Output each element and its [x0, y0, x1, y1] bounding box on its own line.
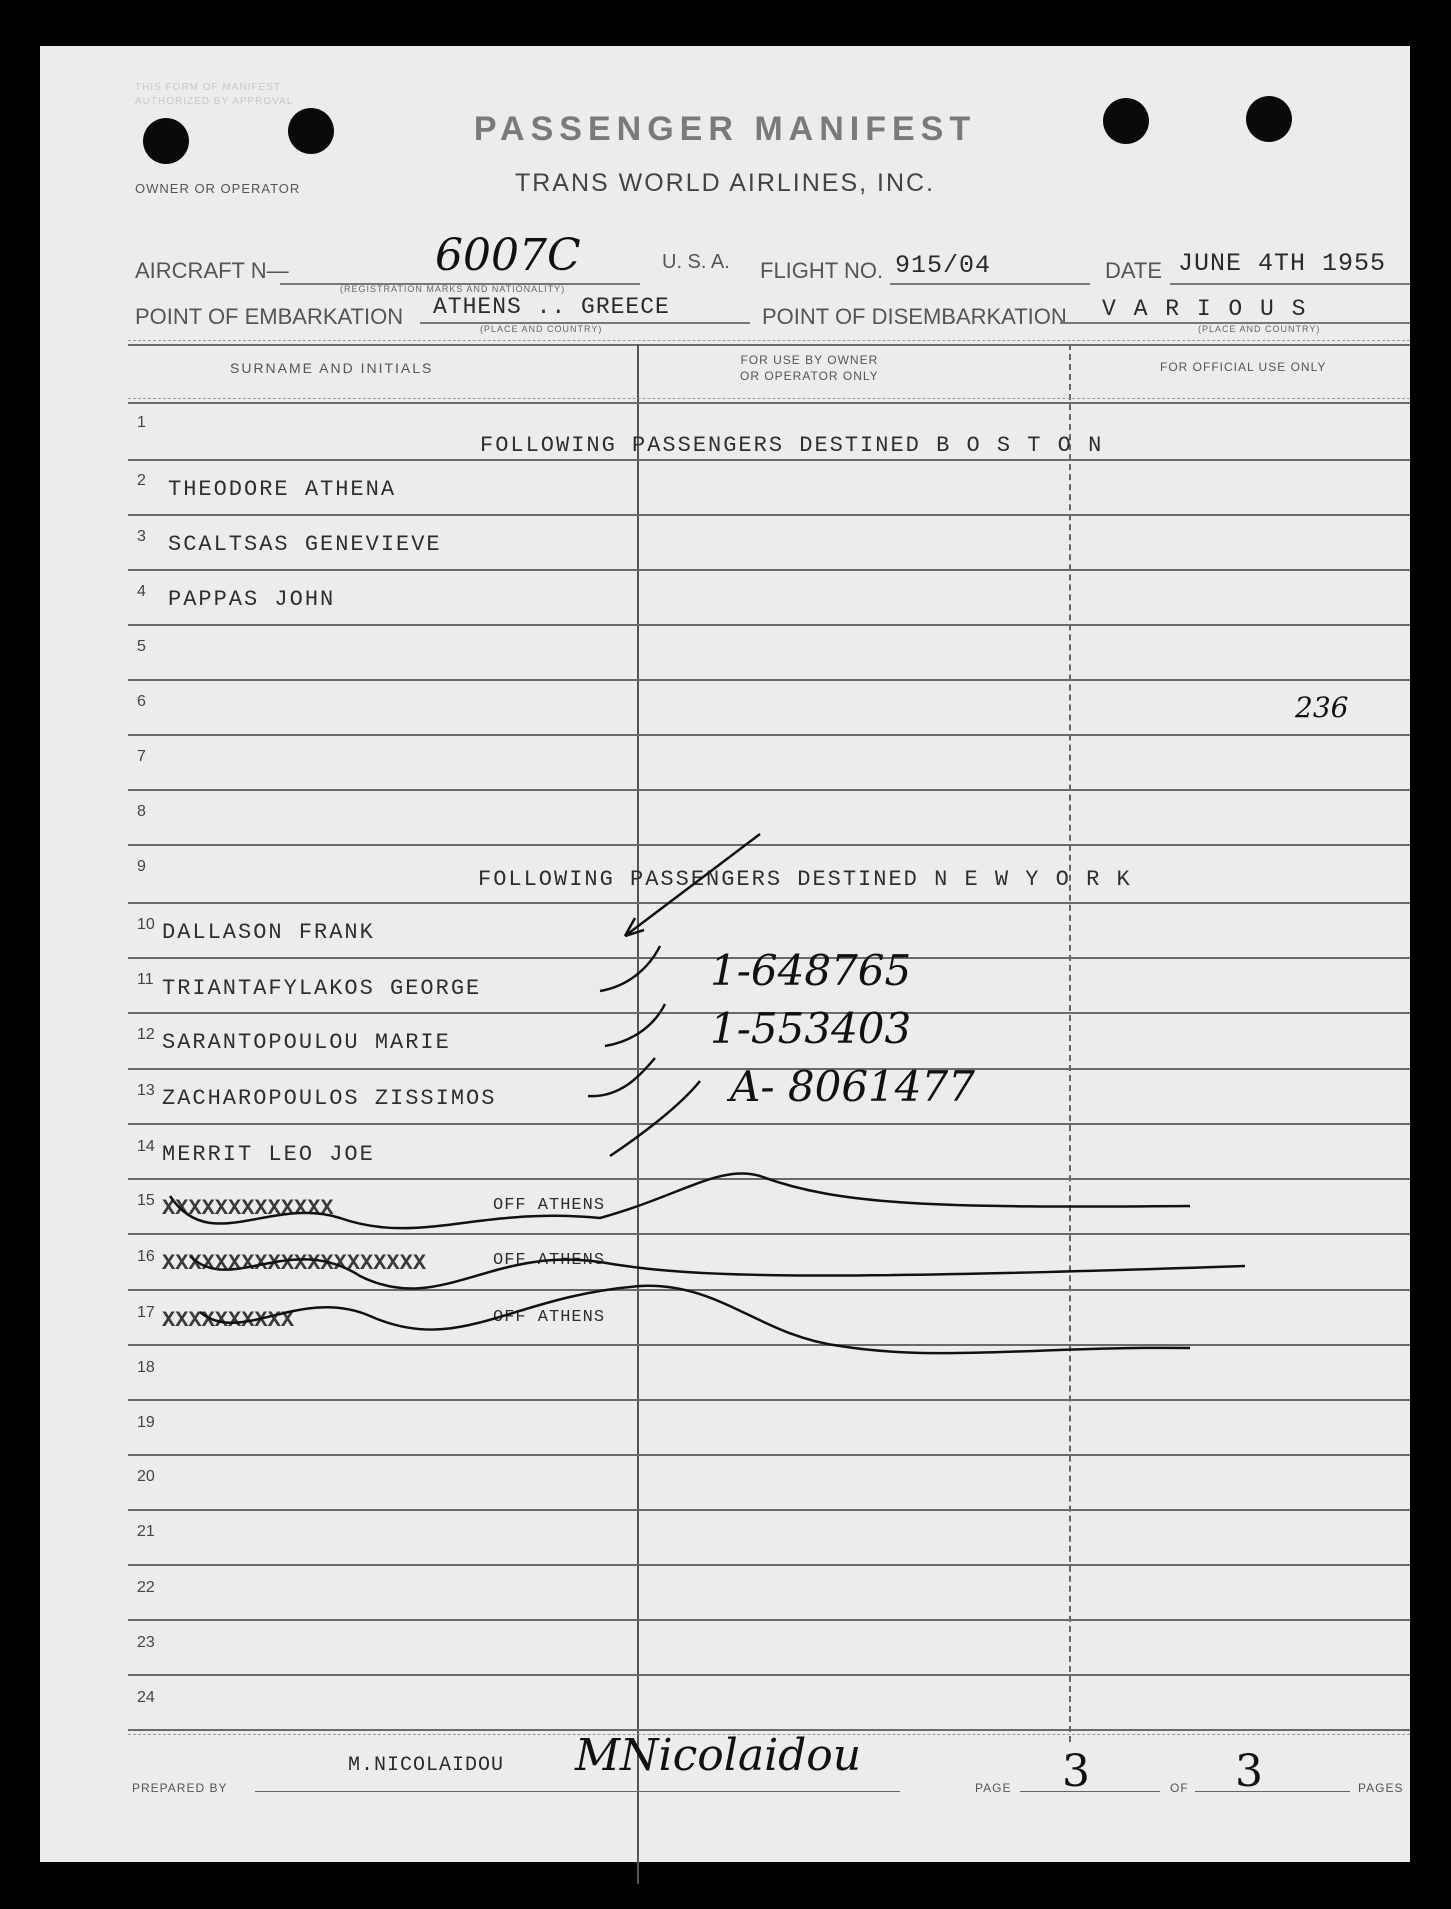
row-number: 3 [137, 528, 146, 545]
passenger-name: THEODORE ATHENA [168, 477, 397, 502]
passenger-name: SARANTOPOULOU MARIE [162, 1030, 451, 1055]
total-pages: 3 [1235, 1746, 1263, 1797]
prepared-by-typed: M.NICOLAIDOU [348, 1754, 505, 1777]
flight-label: FLIGHT NO. [760, 258, 884, 283]
usa-label: U. S. A. [662, 251, 730, 273]
disembarkation-label: POINT OF DISEMBARKATION [762, 304, 1067, 329]
of-underline [1195, 1791, 1350, 1792]
prepared-underline [255, 1791, 900, 1792]
prepared-by-label: PREPARED BY [132, 1781, 228, 1795]
strike-scribble [190, 1256, 1245, 1289]
row-number: 7 [137, 748, 146, 765]
row-number: 15 [137, 1192, 155, 1209]
row-number: 13 [137, 1082, 155, 1099]
handwritten-marks [40, 46, 1410, 1862]
faint-stamp-line: THIS FORM OF MANIFEST [135, 82, 281, 93]
passenger-name: SCALTSAS GENEVIEVE [168, 532, 442, 557]
signature: MNicolaidou [575, 1730, 862, 1781]
pages-label: PAGES [1358, 1781, 1404, 1795]
passenger-name: TRIANTAFYLAKOS GEORGE [162, 976, 482, 1001]
passenger-name: ZACHAROPOULOS ZISSIMOS [162, 1086, 497, 1111]
column-header-owner-use: FOR USE BY OWNER OR OPERATOR ONLY [740, 353, 879, 383]
flight-number: 915/04 [895, 251, 992, 280]
struck-passenger: XXXXXXXXXX [162, 1308, 295, 1333]
row-number: 9 [137, 858, 146, 875]
disembarkation-place: V A R I O U S [1102, 296, 1308, 322]
row-number: 23 [137, 1634, 155, 1651]
checkmark-stroke [605, 1004, 665, 1046]
row-number: 12 [137, 1026, 155, 1043]
document-title: PASSENGER MANIFEST [473, 110, 977, 148]
faint-stamp-line: AUTHORIZED BY APPROVAL [135, 96, 294, 107]
row-number: 2 [137, 472, 146, 489]
embarkation-label: POINT OF EMBARKATION [135, 304, 404, 329]
row-number: 16 [137, 1248, 155, 1265]
row-number: 21 [137, 1523, 155, 1540]
row-number: 1 [137, 414, 146, 431]
off-athens-note: OFF ATHENS [493, 1308, 606, 1327]
checkmark-stroke [610, 1081, 700, 1156]
aircraft-label: AIRCRAFT N— [135, 258, 289, 283]
destination-heading: FOLLOWING PASSENGERS DESTINED N E W Y O R K [478, 867, 1132, 892]
row-number: 11 [137, 971, 154, 988]
company-name: TRANS WORLD AIRLINES, INC. [514, 169, 936, 197]
handwritten-id: 1-553403 [710, 1004, 912, 1053]
off-athens-note: OFF ATHENS [493, 1251, 606, 1270]
margin-number: 236 [1295, 691, 1349, 724]
checkmark-stroke [625, 918, 644, 936]
row-number: 20 [137, 1468, 155, 1485]
struck-passenger: XXXXXXXXXXXXX [162, 1196, 334, 1221]
date-label: DATE [1105, 258, 1163, 283]
struck-passenger: XXXXXXXXXXXXXXXXXXXX [162, 1251, 427, 1276]
column-header-official: FOR OFFICIAL USE ONLY [1160, 360, 1327, 374]
row-number: 19 [137, 1414, 155, 1431]
row-number: 4 [137, 583, 146, 600]
row-number: 18 [137, 1359, 155, 1376]
aircraft-registration: 6007C [435, 230, 581, 281]
row-number: 14 [137, 1138, 155, 1155]
owner-operator-label: OWNER OR OPERATOR [135, 181, 301, 196]
of-label: OF [1170, 1781, 1189, 1795]
place-country-note: (PLACE AND COUNTRY) [480, 324, 603, 334]
checkmark-stroke [625, 834, 760, 936]
handwritten-id: A- 8061477 [730, 1062, 975, 1111]
destination-heading: FOLLOWING PASSENGERS DESTINED B O S T O N [480, 433, 1104, 458]
row-number: 8 [137, 803, 146, 820]
row-number: 10 [137, 916, 155, 933]
page-label: PAGE [975, 1781, 1012, 1795]
handwritten-id: 1-648765 [710, 946, 912, 995]
page-underline [1020, 1791, 1160, 1792]
off-athens-note: OFF ATHENS [493, 1196, 606, 1215]
row-number: 17 [137, 1304, 155, 1321]
passenger-name: DALLASON FRANK [162, 920, 375, 945]
column-header-surname: SURNAME AND INITIALS [230, 360, 434, 376]
page-number: 3 [1062, 1746, 1090, 1797]
embarkation-place: ATHENS .. GREECE [433, 294, 670, 320]
checkmark-stroke [600, 946, 660, 991]
strike-scribble [170, 1173, 1190, 1228]
registration-note: (REGISTRATION MARKS AND NATIONALITY) [340, 284, 566, 294]
passenger-name: MERRIT LEO JOE [162, 1142, 375, 1167]
passenger-name: PAPPAS JOHN [168, 587, 336, 612]
row-number: 22 [137, 1579, 155, 1596]
place-country-note-2: (PLACE AND COUNTRY) [1198, 324, 1321, 334]
row-number: 5 [137, 638, 146, 655]
flight-date: JUNE 4TH 1955 [1178, 249, 1387, 278]
row-number: 24 [137, 1689, 155, 1706]
checkmark-stroke [588, 1058, 655, 1096]
strike-scribble [200, 1286, 1190, 1353]
manifest-sheet [40, 46, 1410, 1862]
row-number: 6 [137, 693, 146, 710]
